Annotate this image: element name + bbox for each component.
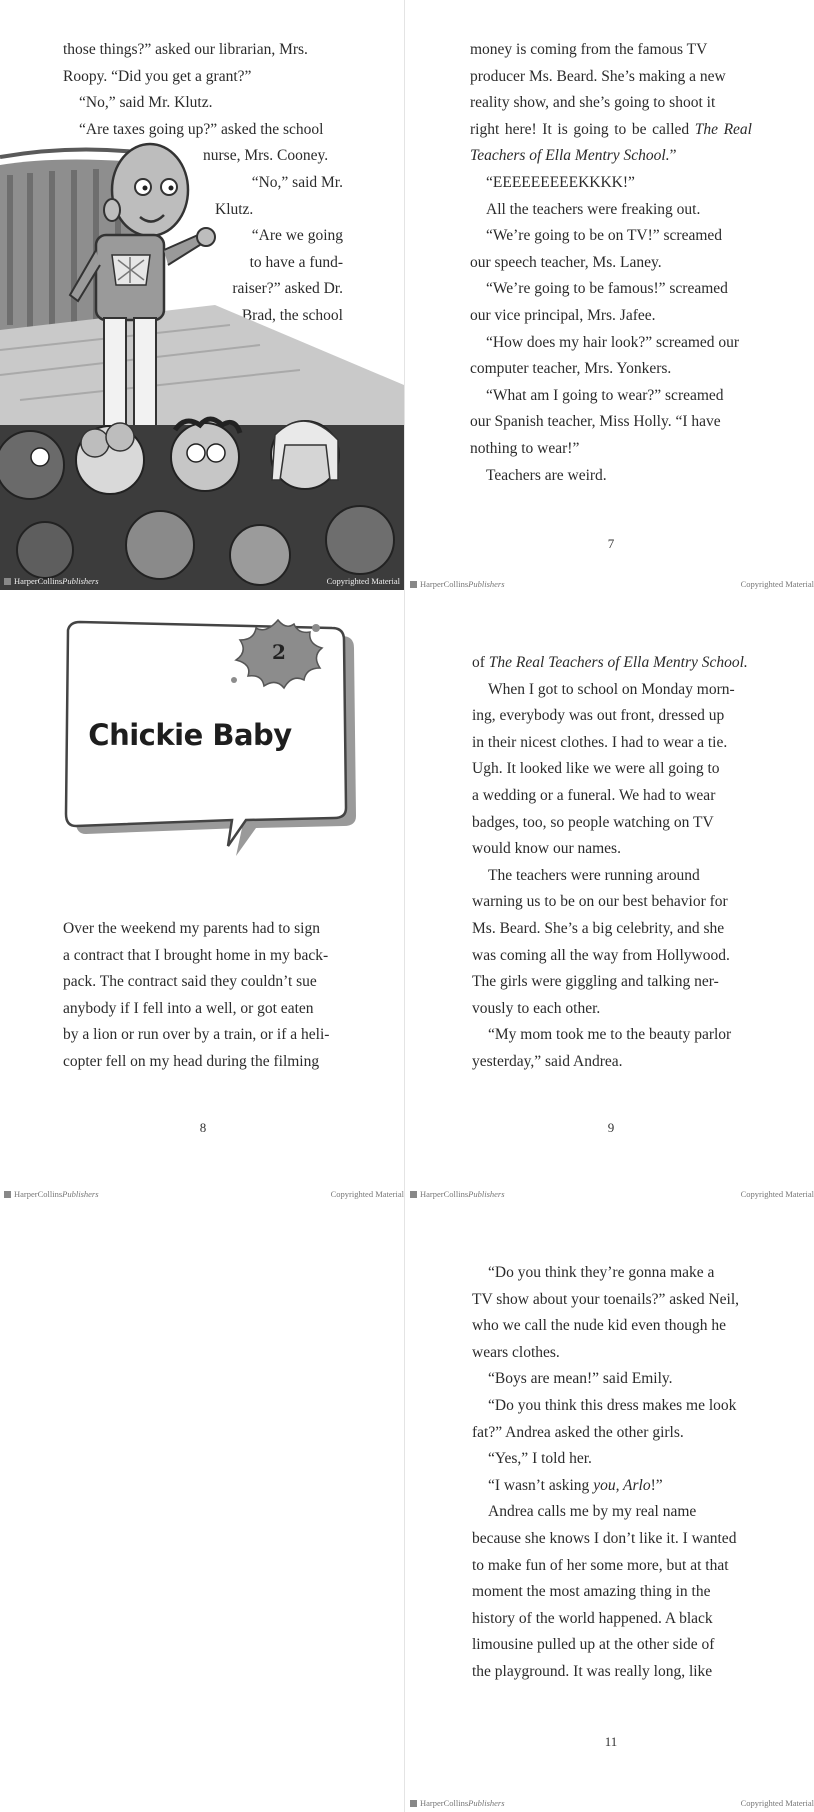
text-line: Brad, the school [241,306,343,324]
text-line: yesterday,” said Andrea. [472,1052,623,1070]
publisher-suffix: Publishers [62,1189,99,1199]
text-line: Ms. Beard. She’s a big celebrity, and she [472,919,725,937]
text-line: “EEEEEEEEEKKKK!” [486,173,635,191]
text-line: TV show about your toenails?” asked Neil, [472,1290,740,1308]
text-line: Ugh. It looked like we were all going to [472,760,720,778]
page-9 [410,606,814,1206]
text-line: our Spanish teacher, Miss Holly. “I have [470,413,721,431]
show-title-italic: The Real Teachers of Ella Mentry School. [488,654,748,671]
text-line: because she knows I don’t like it. I wanted [472,1529,737,1547]
text-line: nothing to wear!” [470,439,580,457]
italic-span: you, Arlo [593,1476,651,1494]
text-line: our speech teacher, Ms. Laney. [470,253,662,271]
publisher-suffix: Publishers [468,579,505,589]
page-8 [0,606,404,1206]
text-line: “How does my hair look?” screamed our [486,333,740,351]
text-line: to make fun of her some more, but at that [472,1556,729,1574]
text-line: “What am I going to wear?” screamed [486,386,724,404]
text-line: was coming all the way from Hollywood. [472,946,730,964]
chapter-number: 2 [272,640,286,664]
page-9-footer-publisher [410,1189,505,1199]
page-9-footer-copyright: Copyrighted Material [740,1189,814,1199]
text-line: Andrea calls me by my real name [488,1503,697,1521]
text-line: “Are we going [251,227,343,245]
page-8-footer-publisher [4,1189,99,1199]
text-line: limousine pulled up at the other side of [472,1636,715,1654]
page-10-blank [0,1212,404,1812]
text-line: “My mom took me to the beauty parlor [488,1026,732,1044]
text-line: raiser?” asked Dr. [232,280,343,298]
text-line: moment the most amazing thing in the [472,1583,711,1601]
text-line: would know our names. [472,840,621,858]
text-line: the playground. It was really long, like [472,1662,713,1680]
publisher-logo-icon [410,1800,417,1807]
publisher-name: HarperCollins [420,579,469,589]
text-line: our vice principal, Mrs. Jafee. [470,306,656,324]
page-9-text [472,650,754,1076]
text-line: a wedding or a funeral. We had to wear [472,786,716,804]
stage-floor [0,305,404,435]
publisher-suffix: Publishers [468,1189,505,1199]
text-line: “Are taxes going up?” asked the school [79,120,324,138]
text-span: !” [650,1476,663,1494]
text-line: in their nicest clothes. I had to wear a tie. [472,733,728,751]
publisher-logo-icon [410,1191,417,1198]
text-line [470,117,752,170]
text-line: pack. The contract said they couldn’t sue [63,973,317,991]
text-line: “Boys are mean!” said Emily. [488,1370,673,1388]
text-line: reality show, and she’s going to shoot it [470,94,716,112]
text-line: When I got to school on Monday morn- [488,680,735,698]
text-line: All the teachers were freaking out. [486,200,701,218]
text-line: vously to each other. [472,999,601,1017]
publisher-name: HarperCollins [14,1189,63,1199]
page-7-text [470,37,752,489]
page-11-footer-copyright: Copyrighted Material [740,1798,814,1808]
text-line: nurse, Mrs. Cooney. [203,147,329,165]
text-line [472,1473,754,1500]
text-line: a contract that I brought home in my back- [63,946,329,964]
text-line [472,650,754,677]
publisher-logo-icon [410,581,417,588]
text-line: badges, too, so people watching on TV [472,813,714,831]
text-line: Roopy. “Did you get a grant?” [63,67,252,85]
text-line: by a lion or run over by a train, or if a heli- [63,1026,330,1044]
text-line: “Do you think this dress makes me look [488,1396,737,1414]
publisher-logo-icon [4,578,11,585]
page-number: 7 [607,536,615,551]
page-8-text [63,916,343,1076]
text-span: ” [669,147,677,165]
text-line: “Do you think they’re gonna make a [488,1264,715,1281]
text-line: “No,” said Mr. Klutz. [79,94,213,112]
publisher-suffix: Publishers [62,576,99,586]
publisher-name: HarperCollins [420,1798,469,1808]
text-line: those things?” asked our librarian, Mrs. [63,41,308,58]
text-line: Over the weekend my parents had to sign [63,920,320,937]
text-line: anybody if I fell into a well, or got eaten [63,999,314,1017]
text-line: “No,” said Mr. [251,173,343,191]
publisher-name: HarperCollins [420,1189,469,1199]
text-line: history of the world happened. A black [472,1609,713,1627]
text-line: “We’re going to be on TV!” screamed [486,227,723,245]
page-8-footer-copyright: Copyrighted Material [330,1189,404,1199]
page-11-text [472,1260,754,1686]
text-line: copter fell on my head during the filming [63,1052,320,1070]
page-7-footer-copyright: Copyrighted Material [740,579,814,589]
text-line: warning us to be on our best behavior for [472,893,728,911]
page-11-footer-publisher [410,1798,505,1808]
page-7-footer-publisher [410,579,505,589]
text-line: computer teacher, Mrs. Yonkers. [470,360,672,378]
page-6 [0,0,404,600]
publisher-logo-icon [4,1191,11,1198]
show-title-italic: The Real Teachers of Ella Mentry School. [470,120,752,165]
text-span: of [472,654,489,671]
text-line: Teachers are weird. [486,466,607,484]
text-line: money is coming from the famous TV [470,41,708,58]
spine-divider [404,0,405,1812]
text-line: who we call the nude kid even though he [472,1317,726,1335]
text-line: ing, everybody was out front, dressed up [472,707,725,725]
publisher-name: HarperCollins [14,576,63,586]
page-number: 8 [199,1120,207,1135]
text-span: right here! It is going to be called [470,120,695,138]
text-line: The girls were giggling and talking ner- [472,973,719,991]
text-line: The teachers were running around [488,866,700,884]
page-6-footer-copyright: Copyrighted Material [326,576,400,586]
page-number: 9 [607,1120,615,1135]
text-line: “We’re going to be famous!” screamed [486,280,728,298]
text-line: wears clothes. [472,1343,560,1361]
student-audience [0,419,404,590]
page-number: 11 [604,1734,618,1749]
text-line: producer Ms. Beard. She’s making a new [470,67,726,85]
page-7 [410,0,814,600]
text-line: Klutz. [215,200,254,218]
principal-and-students-illustration [0,135,404,590]
text-line: to have a fund- [249,253,343,271]
text-line: “Yes,” I told her. [488,1450,592,1468]
chapter-title: Chickie Baby [88,718,292,752]
page-11 [410,1212,814,1812]
text-line: fat?” Andrea asked the other girls. [472,1423,684,1441]
page-6-footer-publisher [4,576,99,586]
publisher-suffix: Publishers [468,1798,505,1808]
text-span: “I wasn’t asking [488,1476,594,1494]
